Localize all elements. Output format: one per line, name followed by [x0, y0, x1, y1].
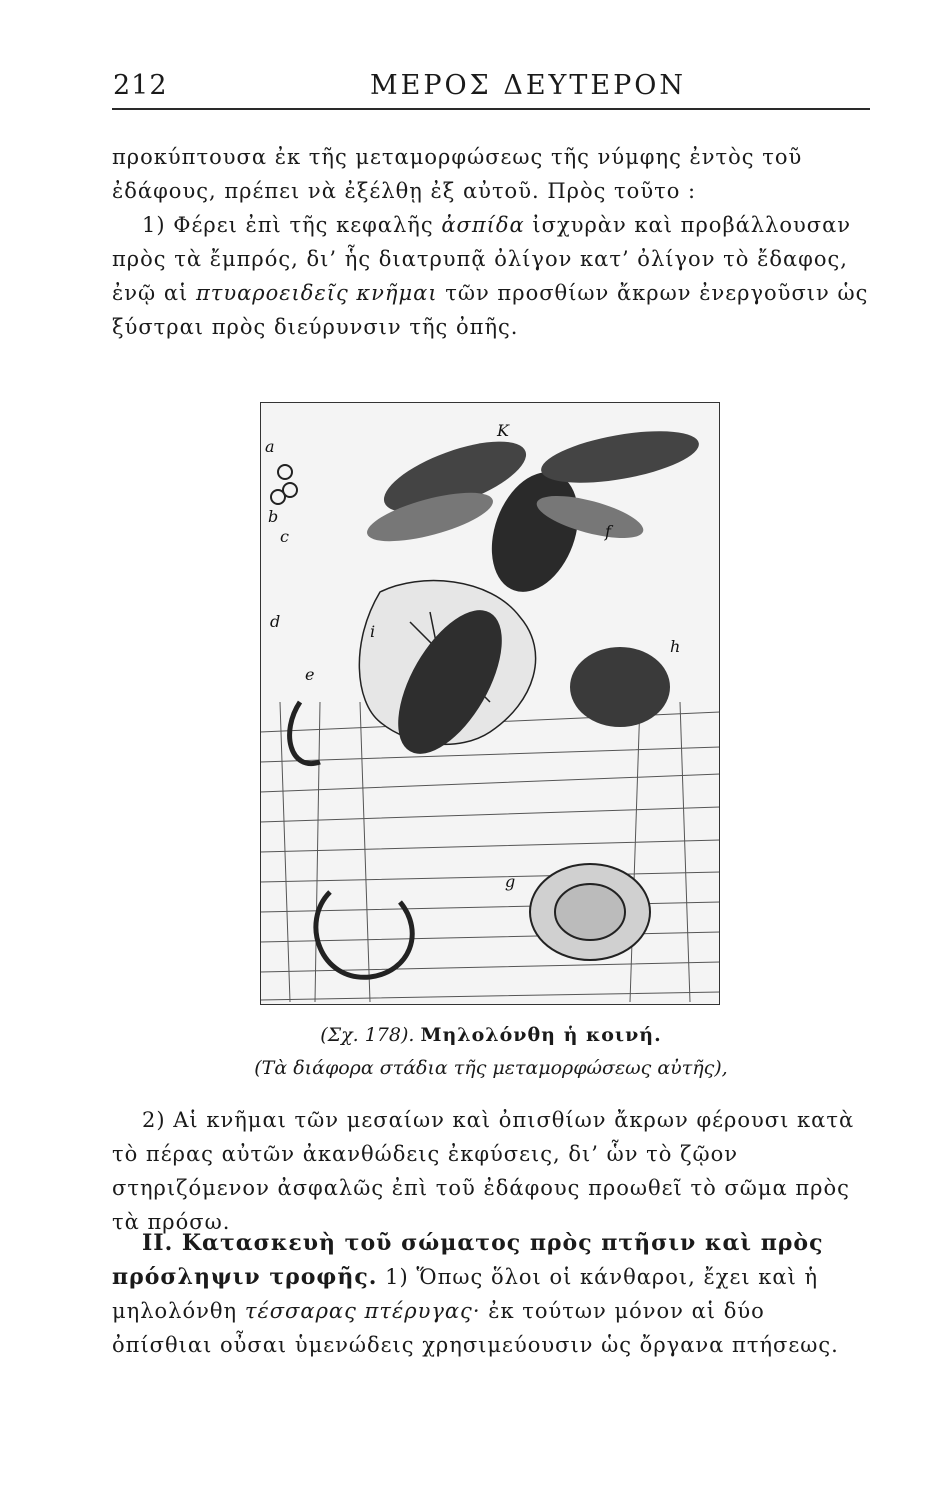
term-knemai: πτυαροειδεῖς κνῆμαι [195, 281, 438, 305]
figure-label-e: e [305, 665, 315, 684]
item-1-text-mid: ἰσχυρὰν καὶ προβάλλουσαν πρὸς τὰ ἔμπρός, δι’ ἧς διατρυπᾷ ὀλίγον κατ’ ὀλίγον τὸ ἔδαφος, ἐνῷ αἱ [112, 213, 852, 305]
running-head: ΜΕΡΟΣ ΔΕΥΤΕΡΟΝ [370, 70, 687, 101]
paragraph-2 [112, 1103, 870, 1239]
figure-label-i: i [370, 622, 376, 641]
figure-label-g: g [505, 872, 516, 891]
item-1-text-pre: Φέρει ἐπὶ τῆς κεφαλῆς [173, 213, 434, 237]
figure-label-a: a [265, 437, 275, 456]
section-heading: ΙΙ. Κατασκευὴ τοῦ σώματος πρὸς πτῆσιν καὶ πρὸς πρόσληψιν τροφῆς. [112, 1230, 824, 1290]
figure-caption-subtitle: (Τὰ διάφορα στάδια τῆς μεταμορφώσεως αὐτῆς), [254, 1057, 728, 1079]
section-text-end: ἐκ τούτων μόνον αἱ δύο ὀπίσθιαι οὖσαι ὑμενώδεις χρησιμεύουσιν ὡς ὄργανα πτήσεως. [112, 1299, 839, 1357]
figure-label-d: d [270, 612, 281, 631]
figure-label-h: h [670, 637, 681, 656]
term-aspida: ἀσπίδα [441, 213, 525, 237]
section-paragraph [112, 1226, 870, 1362]
item-2-text: Αἱ κνῆμαι τῶν μεσαίων καὶ ὀπισθίων ἄκρων φέρουσι κατὰ τὸ πέρας αὐτῶν ἀκανθώδεις ἐκφύσεις, δι’ ὧν τὸ ζῷον στηριζόμενον ἀσφαλῶς ἐπὶ τοῦ ἐδάφους προωθεῖ τὸ σῶμα πρὸς τὰ πρόσω. [112, 1108, 855, 1234]
figure-pupa-right [530, 864, 650, 960]
page-number: 212 [113, 70, 168, 101]
paragraph-1 [112, 140, 870, 344]
header-rule [112, 108, 870, 110]
item-1-number: 1) [142, 213, 166, 237]
section-text: Ὅπως ὅλοι οἱ κάνθαροι, ἔχει καὶ ἡ μηλολόνθη [112, 1265, 819, 1323]
item-1-text-post: τῶν προσθίων ἄκρων ἐνεργοῦσιν ὡς ξύστραι πρὸς διεύρυνσιν τῆς ὀπῆς. [112, 281, 869, 339]
term-wings: τέσσαρας πτέρυγας· [244, 1299, 481, 1323]
figure-caption [112, 1024, 870, 1046]
paragraph-1-text: προκύπτουσα ἐκ τῆς μεταμορφώσεως τῆς νύμφης ἐντὸς τοῦ ἐδάφους, πρέπει νὰ ἐξέλθῃ ἐξ αὐτοῦ. Πρὸς τοῦτο : [112, 145, 803, 203]
figure-label-c: c [280, 527, 289, 546]
caption-title: Μηλολόνθη ἡ κοινή. [420, 1024, 662, 1046]
figure-label-k: K [497, 421, 509, 440]
figure-beetle-right [570, 647, 670, 727]
figure-label-b: b [268, 507, 279, 526]
caption-number: (Σχ. 178). [320, 1024, 415, 1046]
item-2-number: 2) [142, 1108, 166, 1132]
figure-label-f: f [605, 522, 611, 541]
figure-cockchafer-illustration [260, 402, 720, 1005]
section-item-number: 1) [385, 1265, 409, 1289]
